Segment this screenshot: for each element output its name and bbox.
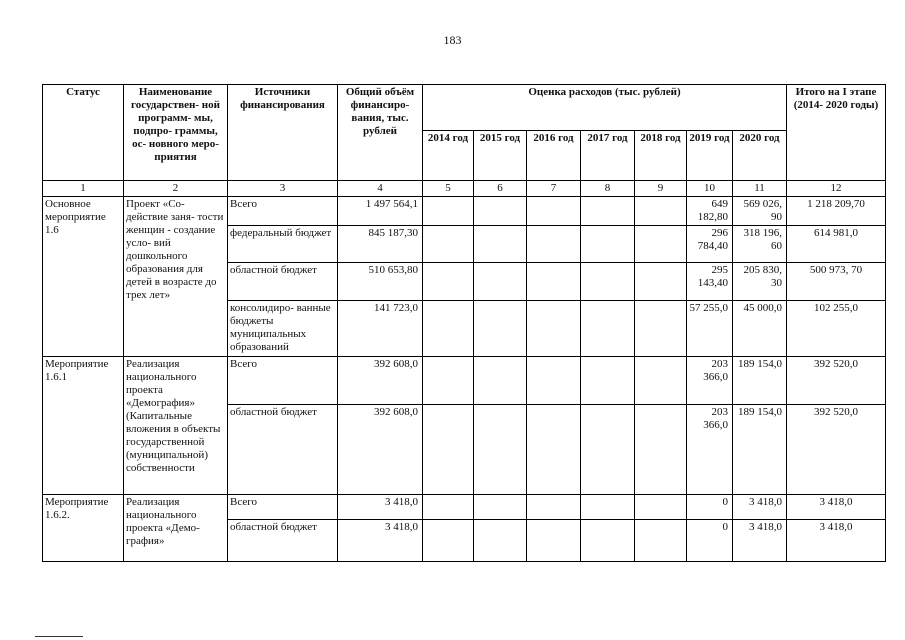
column-number: 1 xyxy=(43,181,124,197)
year-2019-cell: 0 xyxy=(687,520,733,562)
total-cell: 845 187,30 xyxy=(338,226,423,263)
header-name: Наименование государствен- ной программ- мы, подпро- граммы, ос- новного меро- приятия xyxy=(124,85,228,181)
page-number: 183 xyxy=(443,33,462,47)
source-cell: Всего xyxy=(228,495,338,520)
column-number: 7 xyxy=(527,181,581,197)
header-year: 2016 год xyxy=(527,131,581,181)
total-cell: 141 723,0 xyxy=(338,301,423,357)
year-2019-cell: 296 784,40 xyxy=(687,226,733,263)
scan-mark xyxy=(35,636,83,637)
result-cell: 3 418,0 xyxy=(787,520,886,562)
result-cell: 500 973, 70 xyxy=(787,263,886,301)
status-cell: Основное мероприятие 1.6 xyxy=(43,197,124,357)
table-row xyxy=(43,197,886,226)
status-cell: Мероприятие 1.6.2. xyxy=(43,495,124,562)
result-cell: 392 520,0 xyxy=(787,405,886,495)
year-2019-cell: 203 366,0 xyxy=(687,357,733,405)
header-source: Источники финансирования xyxy=(228,85,338,181)
header-year: 2017 год xyxy=(581,131,635,181)
column-number: 8 xyxy=(581,181,635,197)
total-cell: 392 608,0 xyxy=(338,405,423,495)
year-2020-cell: 569 026, 90 xyxy=(733,197,787,226)
year-2020-cell: 3 418,0 xyxy=(733,520,787,562)
year-2019-cell: 203 366,0 xyxy=(687,405,733,495)
result-cell: 392 520,0 xyxy=(787,357,886,405)
name-cell: Проект «Со- действие заня- тости женщин - создание усло- вий дошкольного образования для детей в возрасте до трех лет» xyxy=(124,197,228,357)
year-2019-cell: 295 143,40 xyxy=(687,263,733,301)
header-result: Итого на I этапе (2014- 2020 годы) xyxy=(787,85,886,181)
year-2020-cell: 189 154,0 xyxy=(733,357,787,405)
header-total: Общий объём финансиро- вания, тыс. рублей xyxy=(338,85,423,181)
column-number: 10 xyxy=(687,181,733,197)
column-number: 3 xyxy=(228,181,338,197)
budget-table xyxy=(42,84,886,562)
total-cell: 3 418,0 xyxy=(338,495,423,520)
column-number-row xyxy=(43,181,886,197)
name-cell: Реализация национального проекта «Демо- графия» xyxy=(124,495,228,562)
total-cell: 1 497 564,1 xyxy=(338,197,423,226)
year-2020-cell: 45 000,0 xyxy=(733,301,787,357)
total-cell: 392 608,0 xyxy=(338,357,423,405)
header-year: 2019 год xyxy=(687,131,733,181)
column-number: 6 xyxy=(474,181,527,197)
table-row xyxy=(43,495,886,520)
year-2019-cell: 649 182,80 xyxy=(687,197,733,226)
source-cell: федеральный бюджет xyxy=(228,226,338,263)
year-2020-cell: 318 196, 60 xyxy=(733,226,787,263)
total-cell: 510 653,80 xyxy=(338,263,423,301)
total-cell: 3 418,0 xyxy=(338,520,423,562)
source-cell: консолидиро- ванные бюджеты муниципальных образований xyxy=(228,301,338,357)
header-status: Статус xyxy=(43,85,124,181)
column-number: 12 xyxy=(787,181,886,197)
header-estimate: Оценка расходов (тыс. рублей) xyxy=(423,85,787,131)
source-cell: Всего xyxy=(228,357,338,405)
column-number: 9 xyxy=(635,181,687,197)
header-year: 2014 год xyxy=(423,131,474,181)
column-number: 5 xyxy=(423,181,474,197)
source-cell: областной бюджет xyxy=(228,263,338,301)
result-cell: 3 418,0 xyxy=(787,495,886,520)
header-year: 2018 год xyxy=(635,131,687,181)
year-2019-cell: 57 255,0 xyxy=(687,301,733,357)
source-cell: Всего xyxy=(228,197,338,226)
column-number: 4 xyxy=(338,181,423,197)
column-number: 11 xyxy=(733,181,787,197)
header-year: 2015 год xyxy=(474,131,527,181)
table-row xyxy=(43,357,886,405)
year-2020-cell: 189 154,0 xyxy=(733,405,787,495)
year-2020-cell: 3 418,0 xyxy=(733,495,787,520)
result-cell: 102 255,0 xyxy=(787,301,886,357)
year-2019-cell: 0 xyxy=(687,495,733,520)
header-year: 2020 год xyxy=(733,131,787,181)
result-cell: 1 218 209,70 xyxy=(787,197,886,226)
name-cell: Реализация национального проекта «Демография» (Капитальные вложения в объекты государственной (муниципальной) собственности xyxy=(124,357,228,495)
result-cell: 614 981,0 xyxy=(787,226,886,263)
source-cell: областной бюджет xyxy=(228,405,338,495)
column-number: 2 xyxy=(124,181,228,197)
source-cell: областной бюджет xyxy=(228,520,338,562)
year-2020-cell: 205 830, 30 xyxy=(733,263,787,301)
status-cell: Мероприятие 1.6.1 xyxy=(43,357,124,495)
